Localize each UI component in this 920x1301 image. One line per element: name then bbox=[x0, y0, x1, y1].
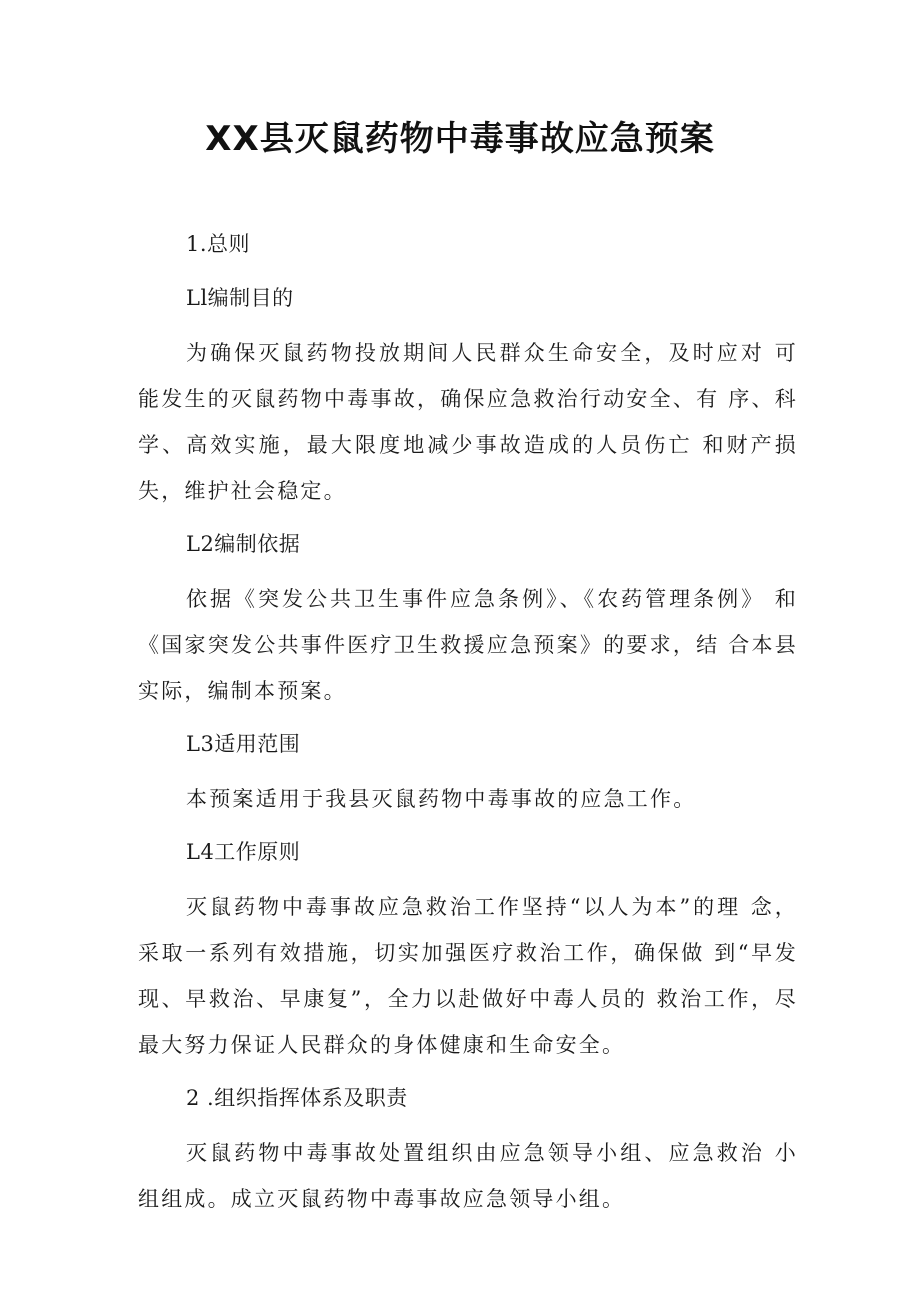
section-heading-purpose: Ll编制目的 bbox=[186, 286, 294, 310]
section-heading-organization: 2 .组织指挥体系及职责 bbox=[186, 1086, 408, 1110]
paragraph-scope: 本预案适用于我县灭鼠药物中毒事故的应急工作。 bbox=[186, 787, 697, 811]
section-heading-scope: L3适用范围 bbox=[186, 732, 301, 756]
section-heading-general: 1.总则 bbox=[186, 232, 251, 256]
document-body bbox=[138, 222, 798, 1230]
paragraph-purpose: 为确保灭鼠药物投放期间人民群众生命安全，及时应对 可能发生的灭鼠药物中毒事故，确保应急救治行动安全、有 序、科学、高效实施，最大限度地减少事故造成的人员伤亡 和财产损失，维护社会稳定。 bbox=[138, 341, 798, 503]
paragraph-organization: 灭鼠药物中毒事故处置组织由应急领导小组、应急救治 小组组成。成立灭鼠药物中毒事故应急领导小组。 bbox=[138, 1141, 798, 1211]
section-heading-basis: L2编制依据 bbox=[186, 532, 301, 556]
paragraph-basis: 依据《突发公共卫生事件应急条例》、《农药管理条例》 和《国家突发公共事件医疗卫生救援应急预案》的要求，结 合本县实际，编制本预案。 bbox=[138, 587, 798, 703]
section-heading-principles: L4工作原则 bbox=[186, 840, 301, 864]
paragraph-principles: 灭鼠药物中毒事故应急救治工作坚持“以人为本”的理 念，采取一系列有效措施，切实加强医疗救治工作，确保做 到“早发现、早救治、早康复”，全力以赴做好中毒人员的 救治工作，尽最大努力保证人民群众的身体健康和生命安全。 bbox=[138, 895, 798, 1057]
document-title: XX县灭鼠药物中毒事故应急预案 bbox=[205, 119, 715, 159]
